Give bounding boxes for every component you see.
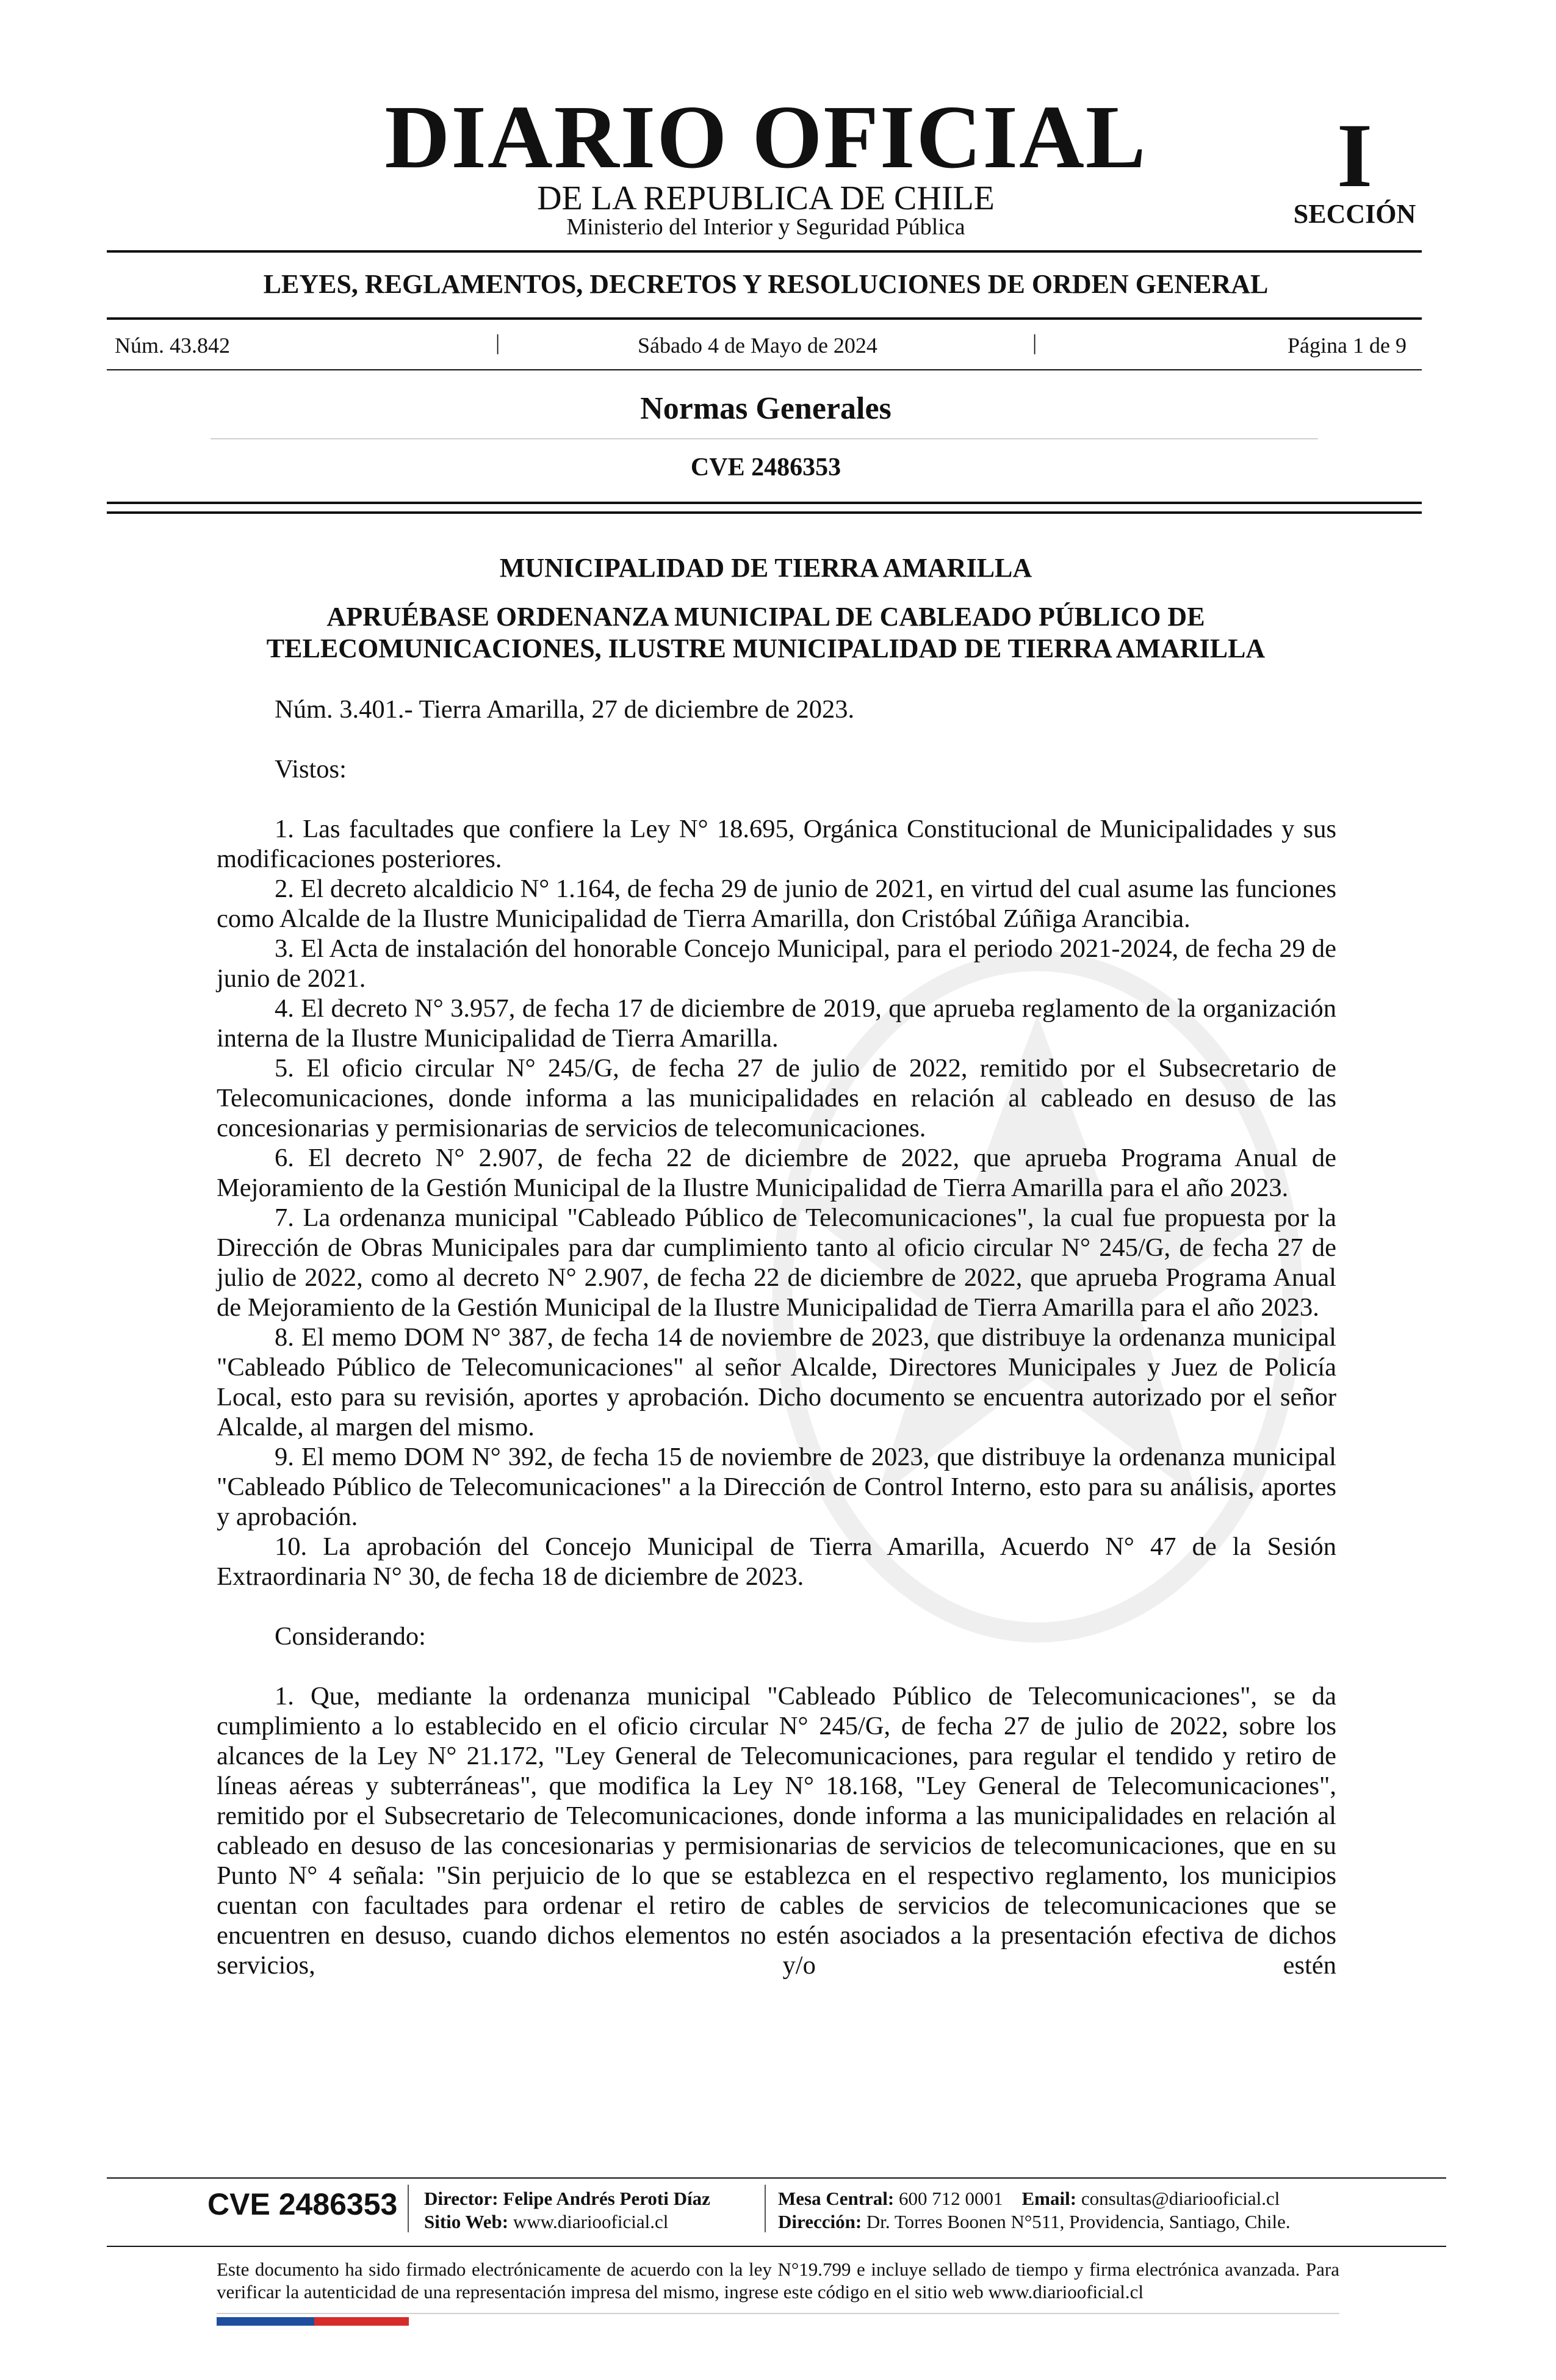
- footer-rule-bottom: [107, 2246, 1446, 2247]
- considerando-item: 1. Que, mediante la ordenanza municipal "Cableado Público de Telecomunicaciones", se da cumplimiento a lo establecido en el oficio circular N° 245/G, de fecha 27 de julio de 2022, sobre los alcances de la Ley N° 21.172, "Ley General de Telecomunicaciones, para regular el tendido y retiro de líneas aéreas y subterráneas", que modifica la Ley N° 18.168, "Ley General de Telecomunicaciones", remitido por el Subsecretario de Telecomunicaciones, donde informa a las municipalidades en relación al cableado en desuso de las concesionarias y permisionarias de servicios de telecomunicaciones, que en su Punto N° 4 señala: "Sin perjuicio de lo que se establezca en el respectivo reglamento, los municipios cuentan con facultades para ordenar el retiro de cables de servicios de telecomunicaciones que se encuentren en desuso, cuando dichos elementos no estén asociados a la presentación efectiva de dichos servicios, y/o estén: [217, 1682, 1336, 1980]
- meta-separator: |: [1032, 330, 1037, 355]
- footer-director-block: [424, 2187, 710, 2234]
- footer-divider: [408, 2185, 409, 2232]
- footer-divider: [765, 2185, 766, 2232]
- address-text: Dr. Torres Boonen N°511, Providencia, Santiago, Chile.: [866, 2211, 1291, 2232]
- vistos-item: 2. El decreto alcaldicio N° 1.164, de fecha 29 de junio de 2021, en virtud del cual asume las funciones como Alcalde de la Ilustre Municipalidad de Tierra Amarilla, don Cristóbal Zúñiga Arancibia.: [217, 874, 1336, 933]
- signature-disclaimer: Este documento ha sido firmado electrónicamente de acuerdo con la ley N°19.799 e incluye sellado de tiempo y firma electrónica avanzada. Para verificar la autenticidad de una representación impresa del mismo, ingrese este código en el sitio web www.diariooficial.cl: [217, 2259, 1339, 2302]
- newspaper-subtitle: DE LA REPUBLICA DE CHILE: [537, 179, 995, 217]
- address-label: Dirección:: [778, 2211, 862, 2232]
- cve-header: CVE 2486353: [690, 453, 841, 481]
- web-label: Sitio Web:: [424, 2211, 509, 2232]
- vistos-item: 10. La aprobación del Concejo Municipal de Tierra Amarilla, Acuerdo N° 47 de la Sesión Extraordinaria N° 30, de fecha 18 de diciembre de 2023.: [217, 1532, 1336, 1591]
- decree-title-line: APRUÉBASE ORDENANZA MUNICIPAL DE CABLEADO PÚBLICO DE: [326, 602, 1205, 632]
- meta-separator: |: [495, 330, 500, 355]
- footer-contact-line: [778, 2187, 1291, 2210]
- director-name: Felipe Andrés Peroti Díaz: [503, 2188, 710, 2209]
- section-number: I: [1336, 105, 1373, 206]
- web-link[interactable]: www.diariooficial.cl: [513, 2211, 669, 2232]
- vistos-item: 1. Las facultades que confiere la Ley N° 18.695, Orgánica Constitucional de Municipalidades y sus modificaciones posteriores.: [217, 815, 1336, 873]
- footer-director-line: [424, 2187, 710, 2210]
- flag-stripe-red: [314, 2317, 409, 2326]
- footer-contact-block: [778, 2187, 1291, 2234]
- cve-rule-top: [107, 502, 1422, 504]
- vistos-item: 6. El decreto N° 2.907, de fecha 22 de diciembre de 2022, que aprueba Programa Anual de Mejoramiento de la Gestión Municipal de la Ilustre Municipalidad de Tierra Amarilla para el año 2023.: [217, 1144, 1336, 1202]
- vistos-item: 5. El oficio circular N° 245/G, de fecha 27 de julio de 2022, remitido por el Subsecretario de Telecomunicaciones, donde informa a las municipalidades en relación al cableado en desuso de las concesionarias y permisionarias de servicios de telecomunicaciones.: [217, 1054, 1336, 1142]
- issue-date: Sábado 4 de Mayo de 2024: [638, 333, 877, 358]
- newspaper-title: DIARIO OFICIAL: [384, 87, 1147, 187]
- vistos-item: 7. La ordenanza municipal "Cableado Público de Telecomunicaciones", la cual fue propuesta por la Dirección de Obras Municipales para dar cumplimiento tanto al oficio circular N° 245/G, de fecha 27 de julio de 2022, como al decreto N° 2.907, de fecha 22 de diciembre de 2022, que aprueba Programa Anual de Mejoramiento de la Gestión Municipal de la Ilustre Municipalidad de Tierra Amarilla para el año 2023.: [217, 1203, 1336, 1322]
- ministry-line: Ministerio del Interior y Seguridad Pública: [566, 214, 965, 240]
- institution-heading: MUNICIPALIDAD DE TIERRA AMARILLA: [499, 553, 1032, 583]
- email-label: Email:: [1021, 2188, 1077, 2209]
- issue-number: Núm. 43.842: [115, 333, 230, 358]
- footer-address-line: [778, 2210, 1291, 2234]
- banner-rule: [107, 317, 1422, 320]
- section-label: SECCIÓN: [1293, 199, 1416, 229]
- category-rule: [211, 438, 1318, 439]
- gazette-banner: LEYES, REGLAMENTOS, DECRETOS Y RESOLUCIONES DE ORDEN GENERAL: [263, 269, 1269, 299]
- document-body: [217, 694, 1336, 1980]
- footer-cve-code: CVE 2486353: [207, 2187, 398, 2221]
- page-indicator: Página 1 de 9: [1288, 333, 1407, 358]
- footer-web-line: [424, 2210, 710, 2234]
- vistos-item: 4. El decreto N° 3.957, de fecha 17 de diciembre de 2019, que aprueba reglamento de la organización interna de la Ilustre Municipalidad de Tierra Amarilla.: [217, 994, 1336, 1053]
- director-label: Director:: [424, 2188, 499, 2209]
- disclaimer-rule: [217, 2313, 1339, 2314]
- phone-label: Mesa Central:: [778, 2188, 895, 2209]
- decree-title-line: TELECOMUNICACIONES, ILUSTRE MUNICIPALIDAD DE TIERRA AMARILLA: [266, 633, 1266, 663]
- category-heading: Normas Generales: [640, 391, 891, 426]
- considerando-heading: Considerando:: [275, 1622, 426, 1651]
- decree-title: [207, 601, 1324, 665]
- meta-rule: [107, 369, 1422, 370]
- vistos-item: 9. El memo DOM N° 392, de fecha 15 de noviembre de 2023, que distribuye la ordenanza municipal "Cableado Público de Telecomunicaciones" a la Dirección de Control Interno, esto para su análisis, aportes y aprobación.: [217, 1443, 1336, 1531]
- phone-number: 600 712 0001: [899, 2188, 1003, 2209]
- masthead-rule: [107, 250, 1422, 253]
- flag-stripe-blue: [217, 2317, 314, 2326]
- vistos-heading: Vistos:: [275, 755, 347, 784]
- email-link[interactable]: consultas@diariooficial.cl: [1081, 2188, 1280, 2209]
- decree-number: Núm. 3.401.- Tierra Amarilla, 27 de diciembre de 2023.: [275, 695, 855, 724]
- footer-rule-top: [107, 2177, 1446, 2179]
- cve-rule-bottom: [107, 511, 1422, 514]
- vistos-item: 8. El memo DOM N° 387, de fecha 14 de noviembre de 2023, que distribuye la ordenanza municipal "Cableado Público de Telecomunicaciones" al señor Alcalde, Directores Municipales y Juez de Policía Local, esto para su revisión, aportes y aprobación. Dicho documento se encuentra autorizado por el señor Alcalde, al margen del mismo.: [217, 1323, 1336, 1441]
- vistos-item: 3. El Acta de instalación del honorable Concejo Municipal, para el periodo 2021-2024, de fecha 29 de junio de 2021.: [217, 934, 1336, 993]
